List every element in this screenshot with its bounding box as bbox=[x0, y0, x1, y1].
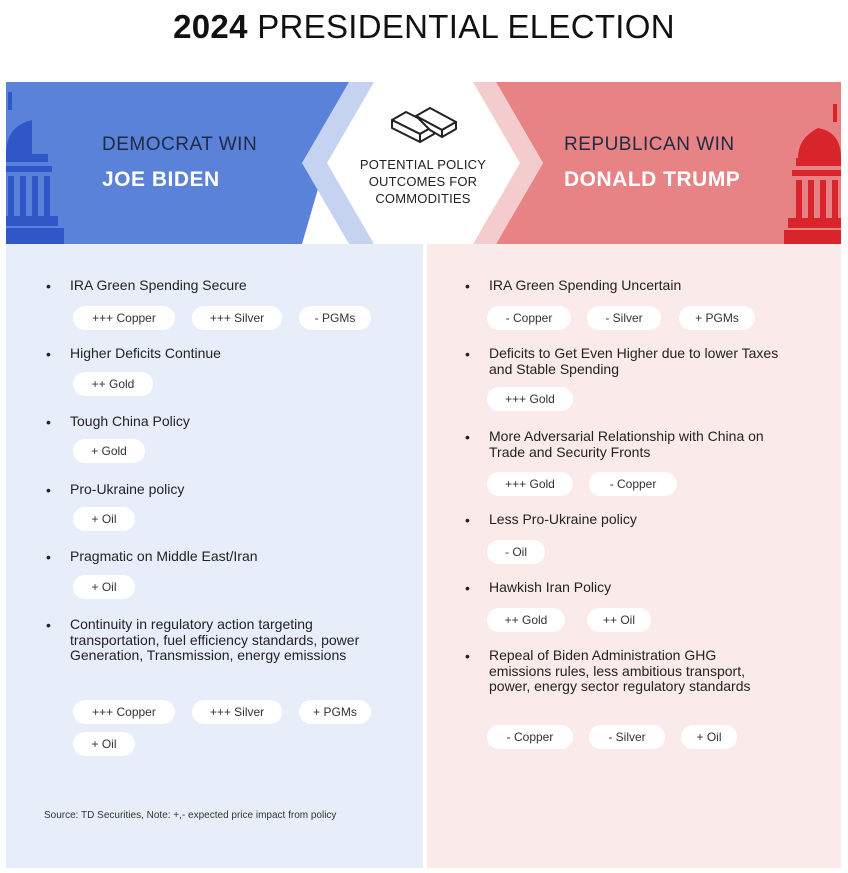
center-label bbox=[342, 156, 504, 207]
policy-text: Hawkish Iran Policy bbox=[489, 579, 612, 595]
commodity-pill: +++ Copper bbox=[73, 700, 175, 724]
page-title bbox=[0, 8, 848, 46]
title-text: PRESIDENTIAL ELECTION bbox=[257, 8, 675, 45]
commodity-pill: ++ Gold bbox=[487, 608, 565, 632]
center-line-1: POTENTIAL POLICY bbox=[359, 157, 487, 172]
commodity-pill: + Gold bbox=[73, 439, 145, 463]
source-note: Source: TD Securities, Note: +,- expected price impact from policy bbox=[44, 810, 337, 821]
commodity-pill: - PGMs bbox=[299, 306, 371, 330]
policy-text: Higher Deficits Continue bbox=[70, 345, 221, 361]
republican-candidate: DONALD TRUMP bbox=[564, 168, 741, 191]
commodity-pill: - Copper bbox=[589, 472, 677, 496]
bullet: • bbox=[465, 278, 470, 294]
commodity-pill: ++ Gold bbox=[73, 372, 153, 396]
policy-text: Pragmatic on Middle East/Iran bbox=[70, 548, 258, 564]
commodity-pill: + PGMs bbox=[679, 306, 755, 330]
bullet: • bbox=[46, 278, 51, 294]
policy-text: Pro-Ukraine policy bbox=[70, 481, 185, 497]
commodity-pill: + Oil bbox=[73, 732, 135, 756]
republican-column bbox=[427, 244, 841, 868]
democrat-column bbox=[6, 244, 423, 868]
republican-win-label: REPUBLICAN WIN bbox=[564, 134, 735, 155]
policy-text: Less Pro-Ukraine policy bbox=[489, 511, 637, 527]
commodity-pill: - Copper bbox=[487, 725, 573, 749]
bullet: • bbox=[465, 346, 470, 362]
bullet: • bbox=[46, 414, 51, 430]
republican-heading bbox=[564, 134, 740, 192]
commodity-pill: + Oil bbox=[681, 725, 737, 749]
bullet: • bbox=[465, 512, 470, 528]
commodity-pill: +++ Silver bbox=[192, 306, 282, 330]
bullet: • bbox=[46, 346, 51, 362]
policy-text: IRA Green Spending Secure bbox=[70, 277, 247, 293]
commodity-pill: ++ Oil bbox=[587, 608, 651, 632]
commodity-pill: + PGMs bbox=[299, 700, 371, 724]
commodity-pill: - Silver bbox=[587, 306, 661, 330]
bullet: • bbox=[46, 482, 51, 498]
header-banner bbox=[6, 82, 841, 244]
bullet: • bbox=[465, 648, 470, 664]
center-line-2: OUTCOMES FOR bbox=[368, 174, 478, 189]
commodity-pill: - Oil bbox=[487, 540, 545, 564]
policy-text: IRA Green Spending Uncertain bbox=[489, 277, 682, 293]
commodity-pill: +++ Gold bbox=[487, 472, 573, 496]
democrat-heading bbox=[102, 134, 257, 192]
bullet: • bbox=[46, 549, 51, 565]
bullet: • bbox=[465, 429, 470, 445]
commodity-pill: +++ Silver bbox=[192, 700, 282, 724]
bullet: • bbox=[465, 580, 470, 596]
policy-text: More Adversarial Relationship with China on Trade and Security Fronts bbox=[489, 428, 764, 460]
bullet: • bbox=[46, 617, 51, 633]
policy-text: Deficits to Get Even Higher due to lower Taxes and Stable Spending bbox=[489, 345, 779, 377]
democrat-win-label: DEMOCRAT WIN bbox=[102, 134, 258, 155]
commodity-pill: +++ Copper bbox=[73, 306, 175, 330]
commodity-pill: - Copper bbox=[487, 306, 571, 330]
commodity-pill: + Oil bbox=[73, 507, 135, 531]
center-line-3: COMMODITIES bbox=[375, 191, 471, 206]
title-year: 2024 bbox=[173, 8, 248, 45]
commodity-pill: + Oil bbox=[73, 575, 135, 599]
policy-text: Continuity in regulatory action targeting transportation, fuel efficiency standards, power Generation, Transmission, energy emissions bbox=[70, 616, 360, 663]
democrat-candidate: JOE BIDEN bbox=[102, 168, 220, 191]
gold-bars-icon bbox=[392, 108, 456, 142]
policy-text: Repeal of Biden Administration GHG emissions rules, less ambitious transport, power, energy sector regulatory standards bbox=[489, 647, 751, 694]
commodity-pill: +++ Gold bbox=[487, 387, 573, 411]
commodity-pill: - Silver bbox=[589, 725, 665, 749]
policy-text: Tough China Policy bbox=[70, 413, 190, 429]
